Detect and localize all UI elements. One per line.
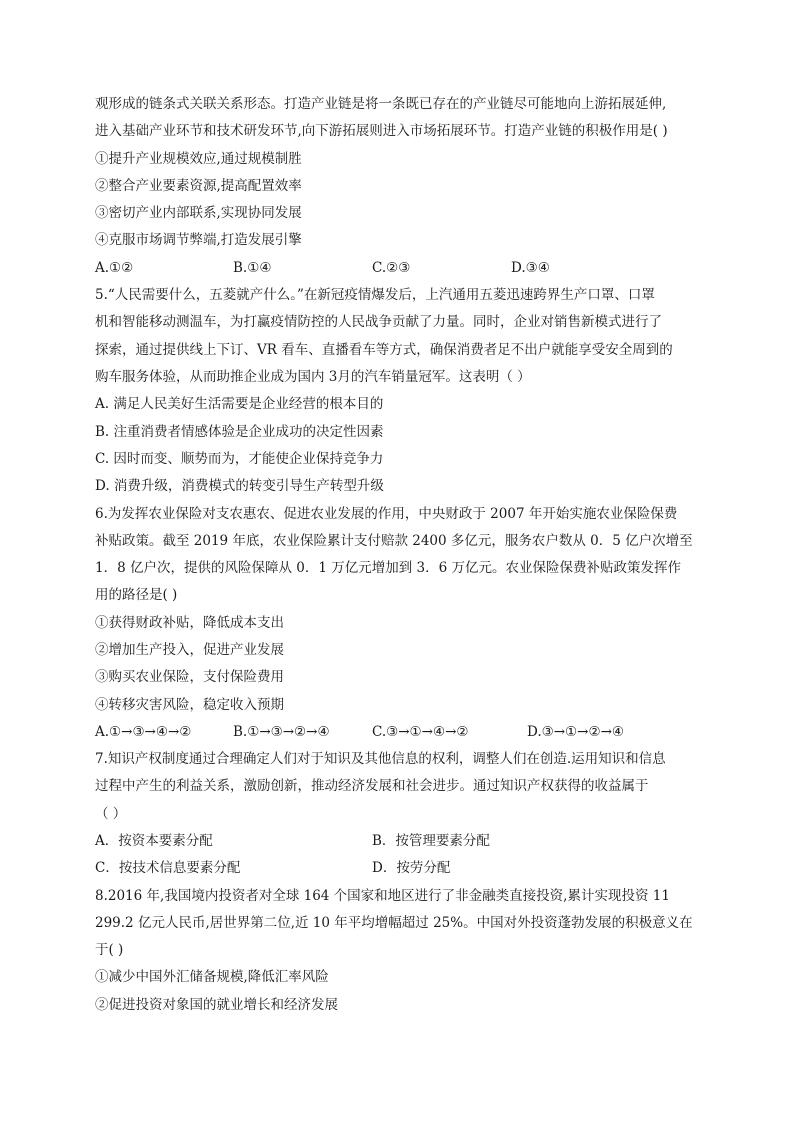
q4-option-b[interactable]: B.①④ [233,260,272,276]
q7-option-d[interactable]: D．按劳分配 [372,860,451,876]
q4-item: ③密切产业内部联系,实现协同发展 [95,205,302,221]
q4-stem-line: 进入基础产业环节和技术研发环节,向下游拓展则进入市场拓展环节。打造产业链的积极作用是( ) [95,123,668,139]
q8-stem-line: 299.2 亿元人民币,居世界第二位,近 10 年平均增幅超过 25%。中国对外投资蓬勃发展的积极意义在 [95,915,693,931]
q7-stem-line: （ ） [95,806,127,822]
q5-stem-line: 购车服务体验，从而助推企业成为国内 3月的汽车销量冠军。这表明（ ） [95,369,531,385]
q4-option-a[interactable]: A.①② [95,260,134,276]
q5-option-a[interactable]: A. 满足人民美好生活需要是企业经营的根本目的 [95,396,384,412]
q6-stem-line: 6.为发挥农业保险对支农惠农、促进农业发展的作用，中央财政于 2007 年开始实施农业保险保费 [95,506,678,522]
q6-item: ③购买农业保险，支付保险费用 [95,669,284,685]
q6-item: ②增加生产投入，促进产业发展 [95,642,284,658]
q5-stem-line: 探索，通过提供线上下订、VR 看车、直播看车等方式，确保消费者足不出户就能享受安全周到的 [95,342,673,358]
q7-option-a[interactable]: A．按资本要素分配 [95,833,213,849]
q4-item: ②整合产业要素资源,提高配置效率 [95,178,302,194]
q6-stem-line: 用的路径是( ) [95,587,178,603]
q6-option-d[interactable]: D.③→①→②→④ [527,724,624,740]
q8-stem-line: 于( ) [95,942,124,958]
q7-option-b[interactable]: B．按管理要素分配 [372,833,490,849]
q6-item: ①获得财政补贴，降低成本支出 [95,615,284,631]
q4-item: ①提升产业规模效应,通过规模制胜 [95,151,302,167]
q5-option-c[interactable]: C. 因时而变、顺势而为，才能使企业保持竞争力 [95,451,384,467]
q6-option-c[interactable]: C.③→①→④→② [372,724,469,740]
q5-stem-line: 机和智能移动测温车，为打赢疫情防控的人民战争贡献了力量。同时，企业对销售新模式进行了 [95,314,662,330]
q6-option-b[interactable]: B.①→③→②→④ [233,724,330,740]
q8-item: ①减少中国外汇储备规模,降低汇率风险 [95,969,329,985]
q8-stem-line: 8.2016 年,我国境内投资者对全球 164 个国家和地区进行了非金融类直接投资,累计实现投资 11 [95,888,670,904]
q5-option-b[interactable]: B. 注重消费者情感体验是企业成功的决定性因素 [95,424,384,440]
q4-item: ④克服市场调节弊端,打造发展引擎 [95,232,302,248]
q6-stem-line: 1．8 亿户次，提供的风险保障从 0．1 万亿元增加到 3．6 万亿元。农业保险保费补贴政策发挥作 [95,560,681,576]
q4-stem-line: 观形成的链条式关联关系形态。打造产业链是将一条既已存在的产业链尽可能地向上游拓展延伸, [95,96,667,112]
q6-option-a[interactable]: A.①→③→④→② [95,724,192,740]
q8-item: ②促进投资对象国的就业增长和经济发展 [95,997,338,1013]
q4-option-c[interactable]: C.②③ [372,260,411,276]
q5-stem-line: 5.“人民需要什么，五菱就产什么。”在新冠疫情爆发后，上汽通用五菱迅速跨界生产口罩、口罩 [95,287,655,303]
q6-stem-line: 补贴政策。截至 2019 年底，农业保险累计支付赔款 2400 多亿元，服务农户数从 0．5 亿户次增至 [95,533,693,549]
q7-stem-line: 7.知识产权制度通过合理确定人们对于知识及其他信息的权利，调整人们在创造.运用知识和信息 [95,751,666,767]
q5-option-d[interactable]: D. 消费升级，消费模式的转变引导生产转型升级 [95,478,384,494]
q7-stem-line: 过程中产生的利益关系，激励创新，推动经济发展和社会进步。通过知识产权获得的收益属于 [95,778,649,794]
q7-option-c[interactable]: C．按技术信息要素分配 [95,860,241,876]
q4-option-d[interactable]: D.③④ [511,260,550,276]
q6-item: ④转移灾害风险，稳定收入预期 [95,697,284,713]
